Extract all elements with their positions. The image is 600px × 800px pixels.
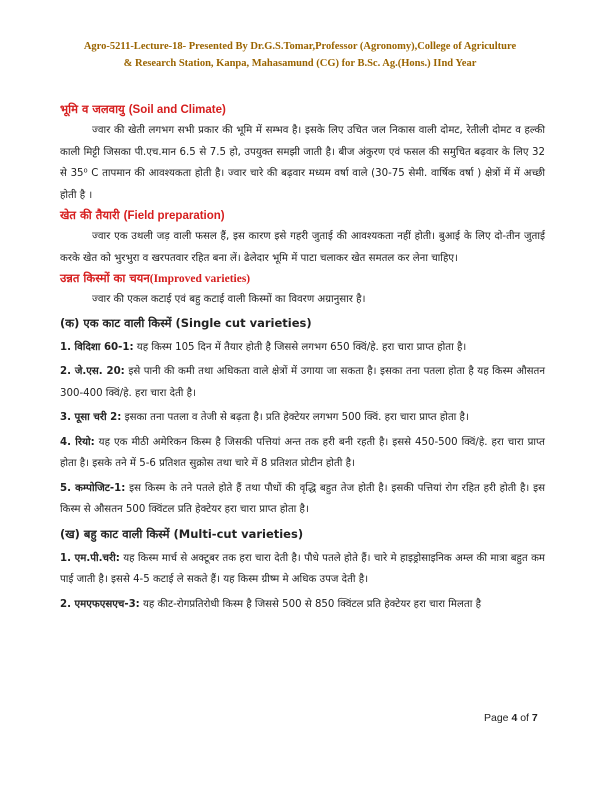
soil-climate-paragraph: ज्वार की खेती लगभग सभी प्रकार की भूमि में सम्भव है। इसके लिए उचित जल निकास वाली दोमट, रेतीली दोमट व हल्की काली मिट्टी जिसका पी.एच.मान 6.5 से 7.5 हो, उपयुक्त समझी जाती है। बीज अंकुरण एवं फसल की समुचित बढ़वार के लिए 32 से 35⁰ C तापमान की आवश्यकता होती है। ज्वार चारे की बढ़वार मध्यम वर्षा वाले (30-75 सेमी. वार्षिक वर्षा ) क्षेत्रों में में अच्छी होती है । xyxy=(60,125,545,201)
variety-description: यह एक मीठी अमेरिकन किस्म है जिसकी पत्तियां अन्त तक हरी बनी रहती है। इससे 450-500 क्विं/हे. हरा चारा प्राप्त होता है। इसके तने में 5-6 प्रतिशत सुक्रोस तथा चारे में 8 प्रतिशत प्रोटीन होती है। xyxy=(60,436,545,469)
variety-description: इसे पानी की कमी तथा अधिकता वाले क्षेत्रों में उगाया जा सकता है। इसका तना पतला होता है यह किस्म औसतन 300-400 क्विं/हे. हरा चारा देती है। xyxy=(60,366,546,399)
field-heading-hindi: खेत की तैयारी xyxy=(60,208,124,222)
header-line-2: & Research Station, Kanpa, Mahasamund (CG) for B.Sc. Ag.(Hons.) IInd Year xyxy=(123,58,477,69)
field-preparation-paragraph: ज्वार एक उथली जड़ वाली फसल हैं, इस कारण इसे गहरी जुताई की आवश्यकता नहीं होती। बुआई के लिए दो-तीन जुताई करके खेत को भुरभुरा व खरपतवार रहित बना लें। ढेलेदार भूमि में पाटा चलाकर खेत समतल कर लेना चाहिए। xyxy=(60,231,545,264)
current-page: 4 xyxy=(511,712,518,724)
varieties-heading-english: (Improved varieties) xyxy=(149,273,251,285)
variety-name: 2. एमएफएसएच-3: xyxy=(60,598,140,610)
variety-name: 5. कम्पोजिट-1: xyxy=(60,482,126,494)
variety-item xyxy=(60,407,545,429)
varieties-heading-hindi: उन्नत किस्मों का चयन xyxy=(60,271,150,285)
page-label: Page xyxy=(484,712,512,724)
variety-item xyxy=(60,361,545,404)
header-line-1: Agro-5211-Lecture-18- Presented By Dr.G.S.Tomar,Professor (Agronomy),College of Agriculture xyxy=(83,41,517,52)
variety-item xyxy=(60,432,545,475)
variety-name: 1. एम.पी.चरी: xyxy=(60,552,120,564)
page-content xyxy=(60,100,545,618)
variety-description: यह कीट-रोगप्रतिरोधी किस्म है जिससे 500 से 850 क्विंटल प्रति हेक्टेयर हरा चारा मिलता है xyxy=(139,598,481,610)
field-heading-english: (Field preparation) xyxy=(123,210,225,222)
variety-item xyxy=(60,594,545,616)
variety-description: इसका तना पतला व तेजी से बढ़ता है। प्रति हेक्टेयर लगभग 500 क्विं. हरा चारा प्राप्त होता है। xyxy=(121,412,469,423)
single-cut-heading: (क) एक काट वाली किस्में (Single cut varieties) xyxy=(60,315,312,330)
improved-varieties-heading xyxy=(60,269,545,289)
of-label: of xyxy=(517,712,532,724)
soil-heading-english: (Soil and Climate) xyxy=(128,104,226,116)
multi-cut-heading: (ख) बहु काट वाली किस्में (Multi-cut varieties) xyxy=(60,526,304,541)
variety-item xyxy=(60,337,545,359)
varieties-intro: ज्वार की एकल कटाई एवं बहु कटाई वाली किस्मों का विवरण अग्रानुसार है। xyxy=(92,294,366,305)
total-pages: 7 xyxy=(531,712,538,724)
soil-heading-hindi: भूमि व जलवायु xyxy=(60,102,129,116)
variety-name: 3. पूसा चरी 2: xyxy=(60,412,122,423)
variety-name: 1. विदिशा 60-1: xyxy=(60,341,134,353)
soil-climate-heading xyxy=(60,100,545,120)
document-header xyxy=(40,38,560,72)
variety-item xyxy=(60,548,545,591)
variety-name: 4. रियो: xyxy=(60,436,95,448)
page-number xyxy=(484,712,538,724)
field-preparation-heading xyxy=(60,206,545,226)
variety-description: यह किस्म 105 दिन में तैयार होती है जिससे लगभग 650 क्विं/हे. हरा चारा प्राप्त होता है। xyxy=(133,341,467,353)
variety-description: इस किस्म के तने पतले होते हैं तथा पौधों की वृद्धि बहुत तेज होती है। इसकी पत्तियां रोग रहित हरी होती है। इस किस्म से औसतन 500 क्विंटल प्रति हेक्टेयर हरा चारा प्राप्त होता है। xyxy=(60,482,545,515)
variety-item xyxy=(60,478,545,521)
variety-name: 2. जे.एस. 20: xyxy=(60,366,125,377)
variety-description: यह किस्म मार्च से अक्टूबर तक हरा चारा देती है। पौधे पतले होते हैं। चारे मे हाइड्रोसाइनिक अम्ल की मात्रा बहुत कम पाई जाती है। इससे 4-5 कटाई ले सकते हैं। यह किस्म ग्रीष्म मे अधिक उपज देती है। xyxy=(60,552,546,585)
